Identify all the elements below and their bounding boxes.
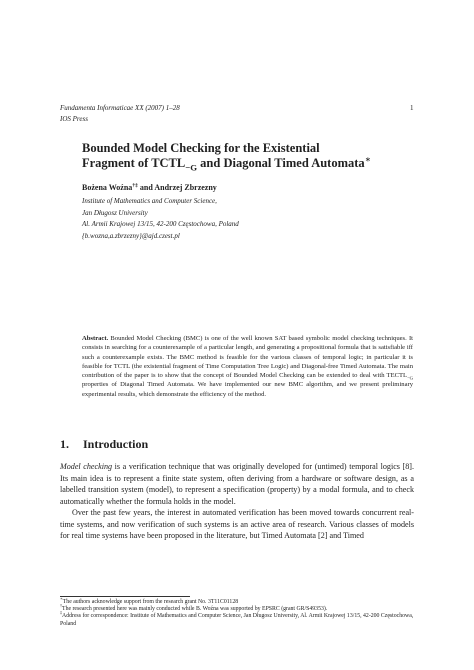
journal-header: Fundamenta Informaticae XX (2007) 1–28 [60, 104, 180, 112]
title-line-2: Fragment of $TCTL_{-G}$ and Diagonal Timed Automata∗ [82, 153, 371, 173]
paragraph-2: Over the past few years, the interest in automated verification has been moved towards concurrent real-time systems, and now verification of such systems is an active area of research. Various classes of models for real time systems have been proposed in the literature, but Timed Automata [2] and Timed [60, 508, 414, 540]
affiliation-university: Jan Długosz University [82, 208, 148, 217]
paper-title [82, 141, 371, 171]
body-text [60, 461, 414, 542]
abstract-label: Abstract. [82, 335, 109, 342]
author-1-marks: †‡ [132, 182, 138, 189]
affiliation-email: {b.wozna,a.zbrzezny}@ajd.czest.pl [82, 231, 180, 240]
author-1: Bożena Woźna [82, 183, 133, 192]
publisher: IOS Press [60, 115, 88, 123]
author-2: Andrzej Zbrzezny [154, 183, 217, 192]
title-footnote-mark: ∗ [364, 153, 371, 164]
affiliation-institute: Institute of Mathematics and Computer Science, [82, 197, 217, 205]
section-number: 1. [60, 437, 69, 451]
footnote-3: ‡Address for correspondence: Institute of Mathematics and Computer Science, Jan Długosz University, Al. Armii Krajowej 13/15, 42-200 Częstochowa, Poland [60, 610, 414, 627]
section-heading [60, 437, 148, 452]
affiliation-address: Al. Armii Krajowej 13/15, 42-200 Częstochowa, Poland [82, 220, 239, 228]
footnote-1: ∗The authors acknowledge support from the research grant No. 3T11C01128 [60, 596, 239, 605]
authors: Bożena Woźna†‡ and Andrzej Zbrzezny [82, 182, 217, 192]
paragraph-1: Model checking is a verification technique that was originally developed for (untimed) temporal logics [8]. Its main idea is to represent a finite state system, often deriving from a hardware or software design, as a labelled transition system (model), to represent a specification (property) by a modal formula, and to check automatically whether the formula holds in the model. [60, 462, 414, 506]
title-line-1: Bounded Model Checking for the Existential [82, 141, 320, 155]
page-number: 1 [410, 104, 414, 112]
abstract: Abstract. Bounded Model Checking (BMC) is one of the well known SAT based symbolic model checking techniques. It consists in searching for a counterexample of a particular length, and generating a propositional formula that is satisfiable iff such a counterexample exists. The BMC method is feasible for the various classes of temporal logic; in particular it is feasible for TCTL (the existential fragment of Time Computation Tree Logic) and Diagonal-free Timed Automata. The main contribution of the paper is to show that the concept of Bounded Model Checking can be extended to deal with $TECTL_{-G}$ properties of Diagonal Timed Automata. We have implemented our new BMC algorithm, and we present preliminary experimental results, which demonstrate the efficiency of the method. [82, 335, 414, 398]
footnote-rule [60, 596, 190, 597]
footnote-2: †The research presented here was mainly conducted while B. Woźna was supported by EPSRC (grant GR/S49353). [60, 603, 328, 613]
section-title: Introduction [83, 437, 149, 451]
footnotes [60, 596, 414, 628]
affiliation [82, 196, 239, 242]
